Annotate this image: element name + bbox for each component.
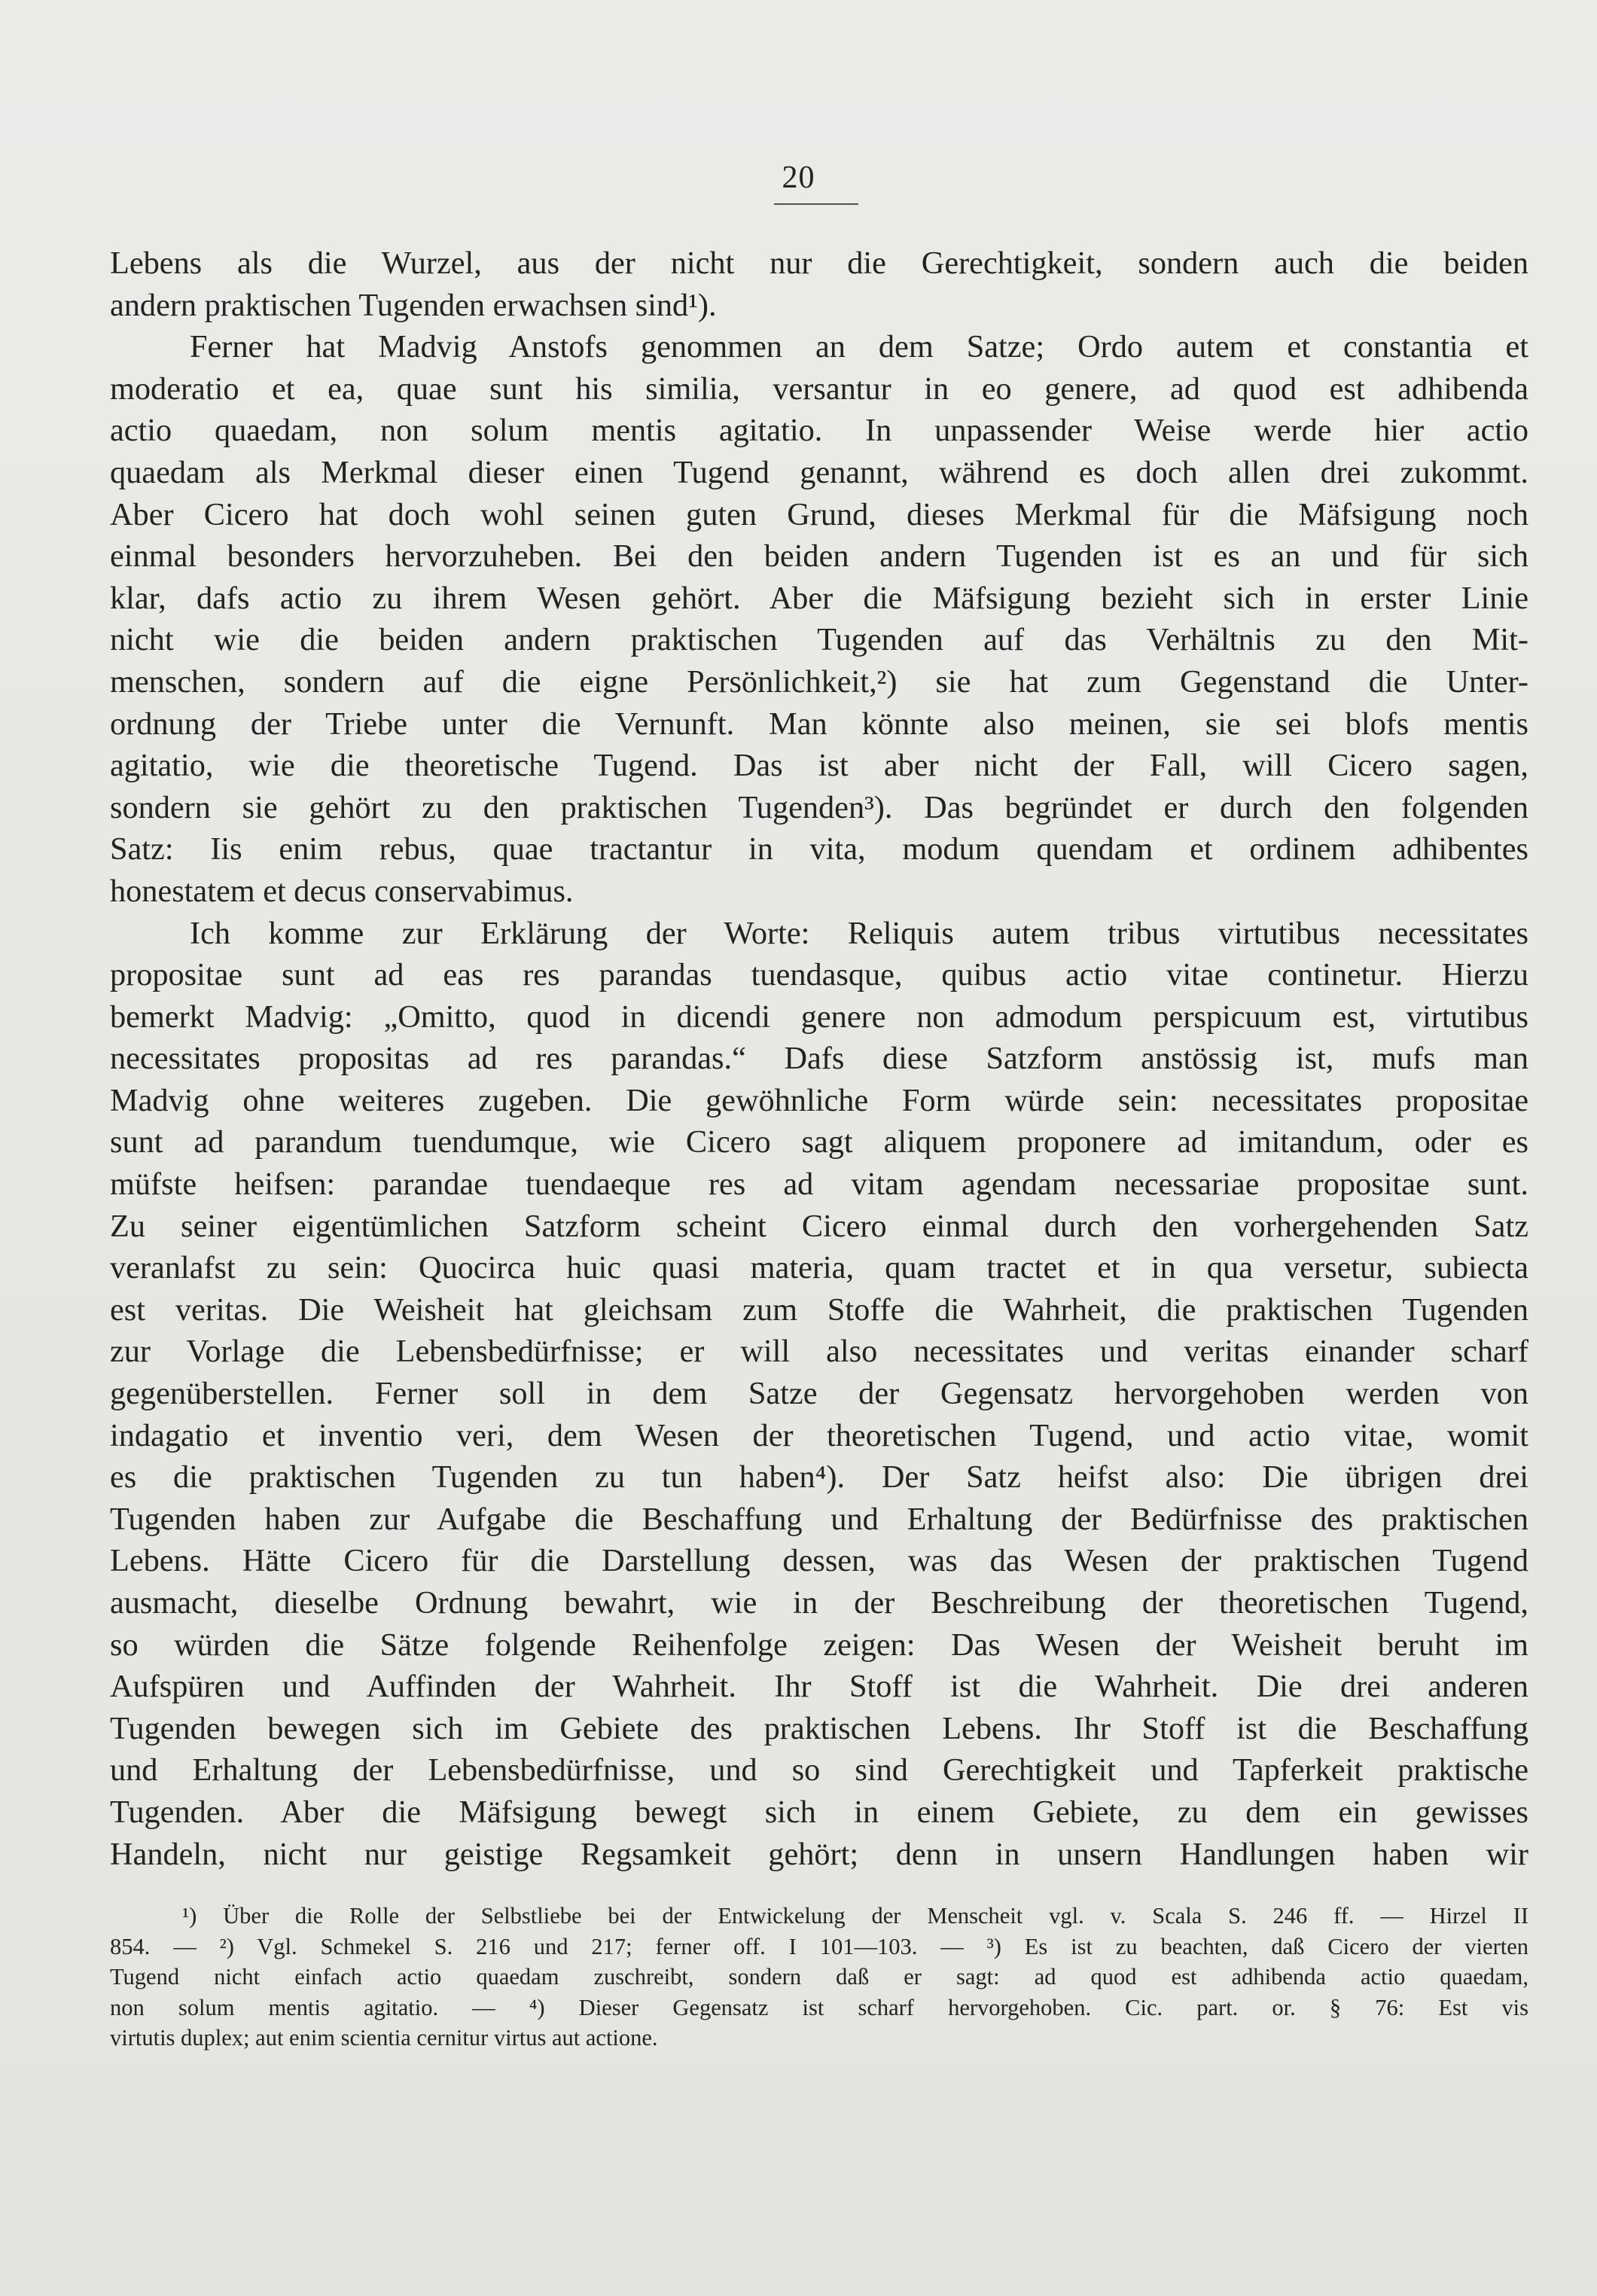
footnote-line: Tugend nicht einfach actio quaedam zuschreibt, sondern daß er sagt: ad quod est adhibenda actio quaedam,: [110, 1964, 1528, 1990]
text-line: Tugenden haben zur Aufgabe die Beschaffung und Erhaltung der Bedürfnisse des praktischen: [110, 1501, 1528, 1537]
text-line: Lebens. Hätte Cicero für die Darstellung dessen, was das Wesen der praktischen Tugend: [110, 1543, 1528, 1579]
footnote-line: virtutis duplex; aut enim scientia cernitur virtus aut actione.: [110, 2025, 658, 2051]
text-line: honestatem et decus conservabimus.: [110, 873, 574, 909]
main-text: [110, 242, 1528, 1875]
text-line: Aufspüren und Auffinden der Wahrheit. Ihr Stoff ist die Wahrheit. Die drei anderen: [110, 1669, 1528, 1705]
footnote-line: ¹) Über die Rolle der Selbstliebe bei der Entwickelung der Menscheit vgl. v. Scala S. 246 ff. — Hirzel II: [182, 1903, 1528, 1929]
text-line: ausmacht, dieselbe Ordnung bewahrt, wie in der Beschreibung der theoretischen Tugend,: [110, 1585, 1528, 1621]
footnotes: [110, 1901, 1528, 2054]
text-line: menschen, sondern auf die eigne Persönlichkeit,²) sie hat zum Gegenstand die Unter-: [110, 663, 1528, 700]
text-line: Satz: Iis enim rebus, quae tractantur in vita, modum quendam et ordinem adhibentes: [110, 831, 1528, 867]
text-line: quaedam als Merkmal dieser einen Tugend genannt, während es doch allen drei zukommt.: [110, 454, 1528, 490]
text-line: Lebens als die Wurzel, aus der nicht nur die Gerechtigkeit, sondern auch die beiden: [110, 245, 1528, 281]
text-line: actio quaedam, non solum mentis agitatio. In unpassender Weise werde hier actio: [110, 413, 1528, 449]
text-line: so würden die Sätze folgende Reihenfolge zeigen: Das Wesen der Weisheit beruht im: [110, 1627, 1528, 1663]
text-line: zur Vorlage die Lebensbedürfnisse; er will also necessitates und veritas einander scharf: [110, 1334, 1528, 1370]
text-line: veranlafst zu sein: Quocirca huic quasi materia, quam tractet et in qua versetur, subiecta: [110, 1250, 1528, 1286]
page-number-rule: [774, 203, 858, 205]
footnote-line: non solum mentis agitatio. — ⁴) Dieser Gegensatz ist scharf hervorgehoben. Cic. part. or. § 76: Est vis: [110, 1994, 1528, 2020]
text-line: ordnung der Triebe unter die Vernunft. Man könnte also meinen, sie sei blofs mentis: [110, 706, 1528, 742]
text-line: Tugenden. Aber die Mäfsigung bewegt sich in einem Gebiete, zu dem ein gewisses: [110, 1794, 1528, 1830]
text-line: propositae sunt ad eas res parandas tuendasque, quibus actio vitae continetur. Hierzu: [110, 957, 1528, 993]
text-line: andern praktischen Tugenden erwachsen sind¹).: [110, 287, 717, 323]
text-line: indagatio et inventio veri, dem Wesen der theoretischen Tugend, und actio vitae, womit: [110, 1417, 1528, 1453]
text-line: Tugenden bewegen sich im Gebiete des praktischen Lebens. Ihr Stoff ist die Beschaffung: [110, 1710, 1528, 1746]
text-line: agitatio, wie die theoretische Tugend. Das ist aber nicht der Fall, will Cicero sagen,: [110, 748, 1528, 784]
text-line: klar, dafs actio zu ihrem Wesen gehört. Aber die Mäfsigung bezieht sich in erster Linie: [110, 580, 1528, 616]
text-line: es die praktischen Tugenden zu tun haben⁴). Der Satz heifst also: Die übrigen drei: [110, 1459, 1528, 1496]
text-line: und Erhaltung der Lebensbedürfnisse, und so sind Gerechtigkeit und Tapferkeit praktische: [110, 1752, 1528, 1788]
text-line: Zu seiner eigentümlichen Satzform scheint Cicero einmal durch den vorhergehenden Satz: [110, 1208, 1528, 1244]
text-line: sunt ad parandum tuendumque, wie Cicero sagt aliquem proponere ad imitandum, oder es: [110, 1124, 1528, 1160]
text-line: necessitates propositas ad res parandas.“ Dafs diese Satzform anstössig ist, mufs man: [110, 1041, 1528, 1077]
text-line: Madvig ohne weiteres zugeben. Die gewöhnliche Form würde sein: necessitates propositae: [110, 1082, 1528, 1118]
text-line: Handeln, nicht nur geistige Regsamkeit gehört; denn in unsern Handlungen haben wir: [110, 1836, 1528, 1872]
text-line: müfste heifsen: parandae tuendaeque res ad vitam agendam necessariae propositae sunt.: [110, 1166, 1528, 1203]
text-line: Ich komme zur Erklärung der Worte: Reliquis autem tribus virtutibus necessitates: [190, 915, 1528, 951]
text-line: est veritas. Die Weisheit hat gleichsam zum Stoffe die Wahrheit, die praktischen Tugenden: [110, 1291, 1528, 1328]
text-line: Aber Cicero hat doch wohl seinen guten Grund, dieses Merkmal für die Mäfsigung noch: [110, 496, 1528, 532]
text-line: bemerkt Madvig: „Omitto, quod in dicendi genere non admodum perspicuum est, virtutibus: [110, 999, 1528, 1035]
text-line: Ferner hat Madvig Anstofs genommen an dem Satze; Ordo autem et constantia et: [190, 329, 1528, 365]
text-line: moderatio et ea, quae sunt his similia, versantur in eo genere, ad quod est adhibenda: [110, 370, 1528, 407]
text-line: gegenüberstellen. Ferner soll in dem Satze der Gegensatz hervorgehoben werden von: [110, 1376, 1528, 1412]
page-number: 20: [782, 160, 815, 195]
text-line: nicht wie die beiden andern praktischen Tugenden auf das Verhältnis zu den Mit-: [110, 622, 1528, 658]
text-line: sondern sie gehört zu den praktischen Tugenden³). Das begründet er durch den folgenden: [110, 789, 1528, 825]
text-line: einmal besonders hervorzuheben. Bei den beiden andern Tugenden ist es an und für sich: [110, 538, 1528, 575]
footnote-line: 854. — ²) Vgl. Schmekel S. 216 und 217; ferner off. I 101—103. — ³) Es ist zu beachten, daß Cicero der vierten: [110, 1933, 1528, 1959]
